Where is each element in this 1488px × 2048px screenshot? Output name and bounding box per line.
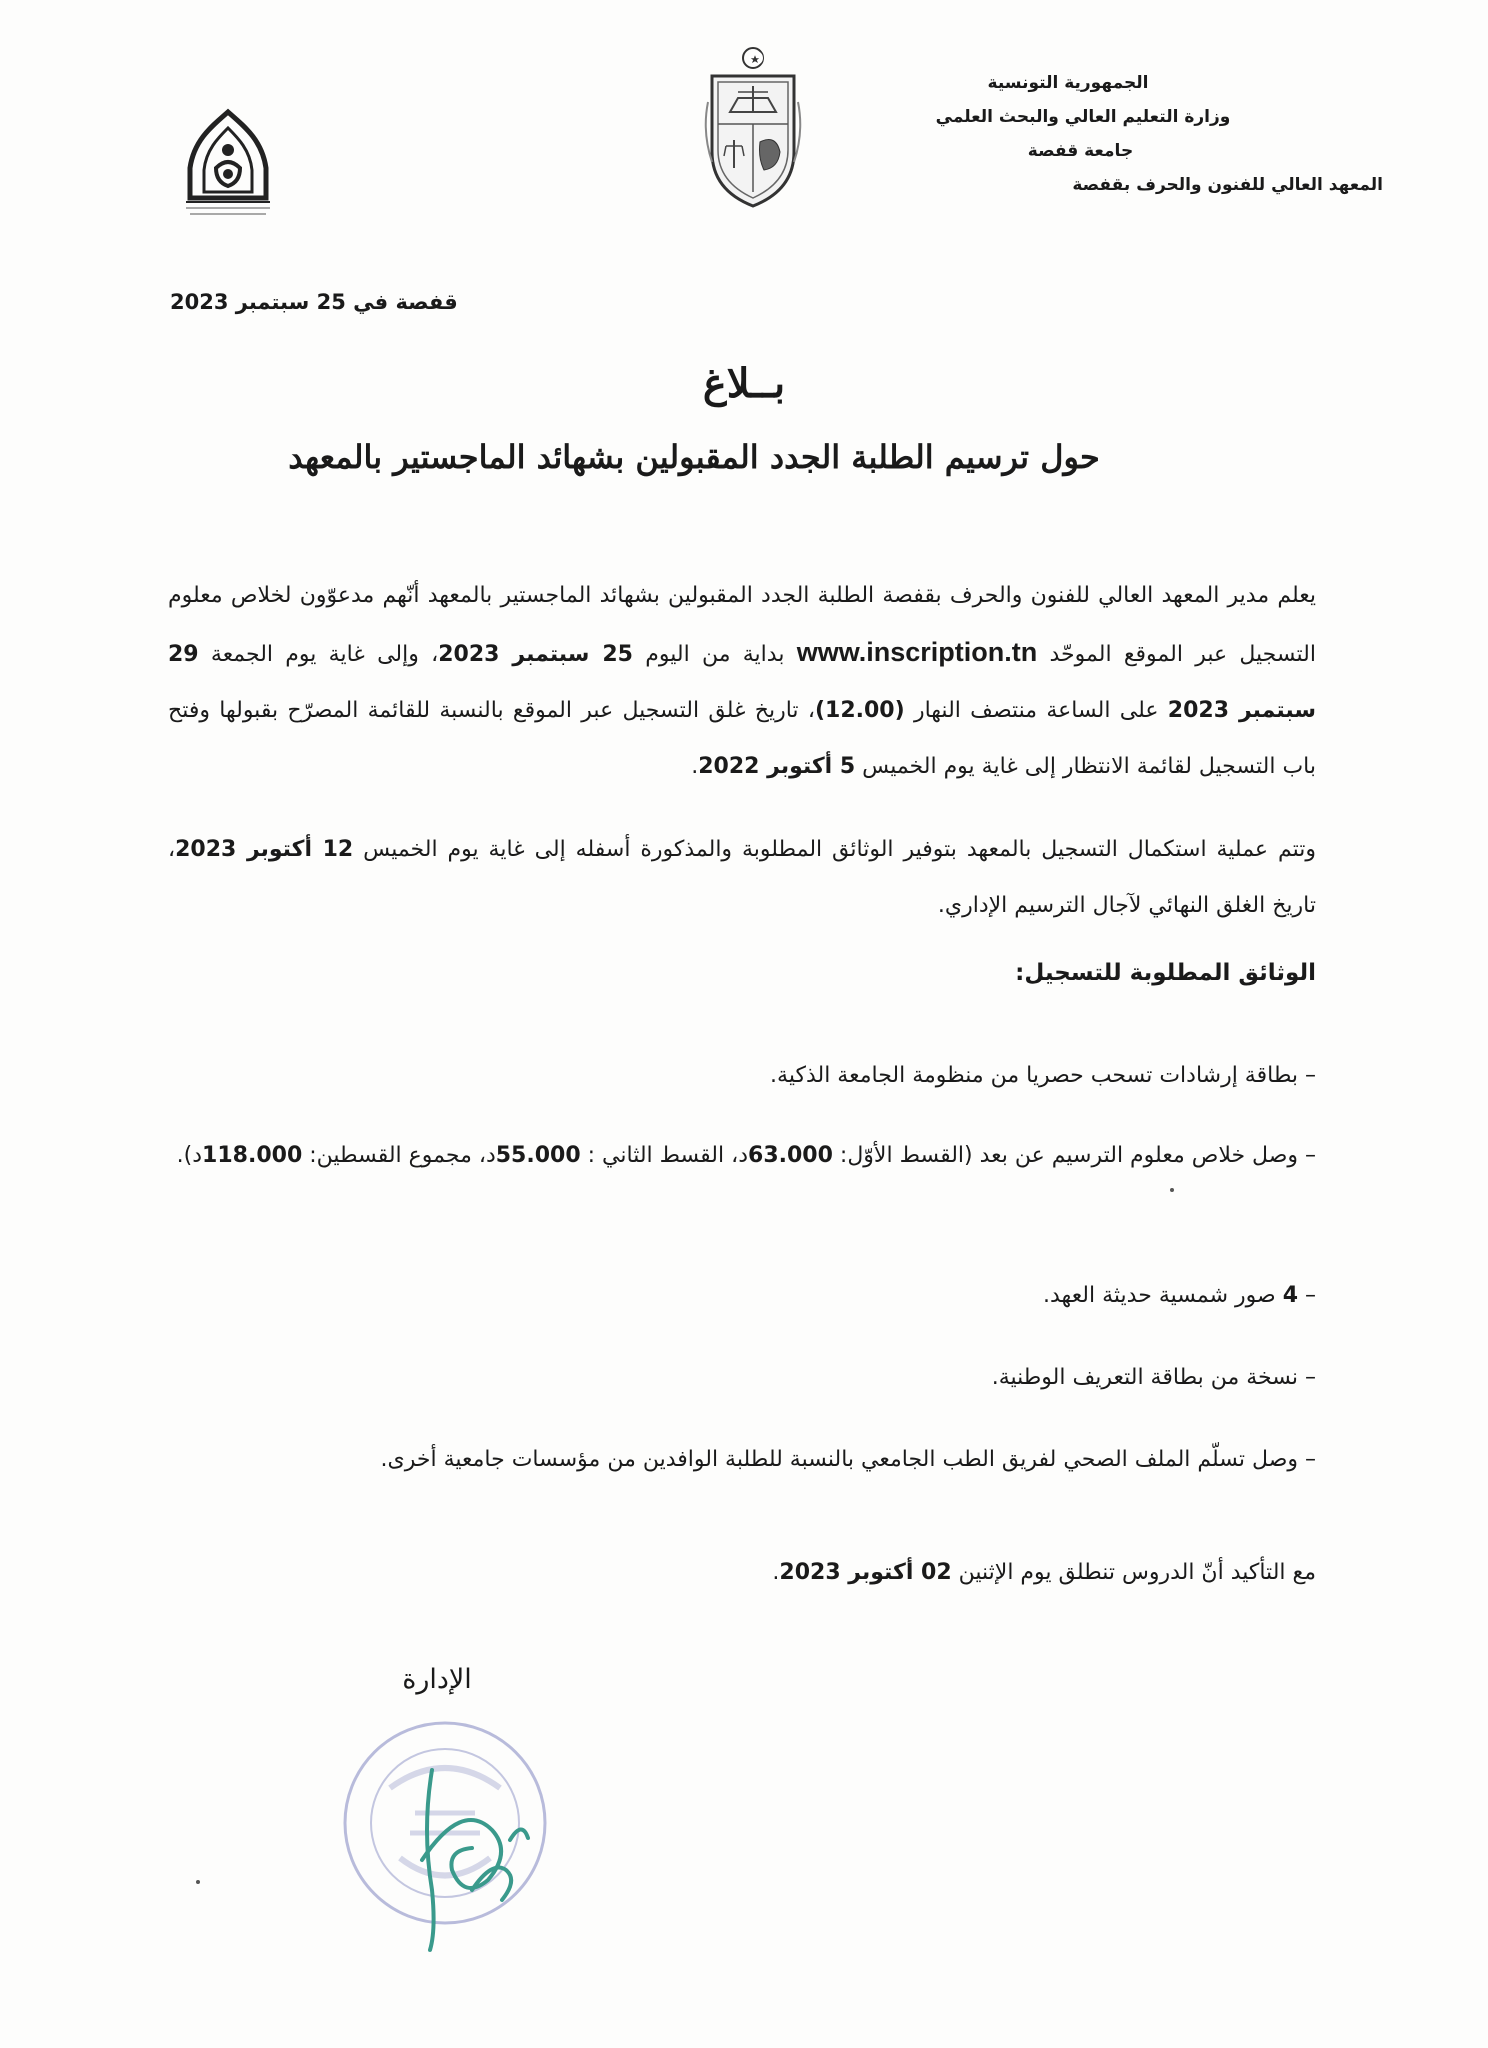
notice-subtitle: حول ترسيم الطلبة الجدد المقبولين بشهائد الماجستير بالمعهد <box>288 438 1100 476</box>
document-item-receipt: – وصل خلاص معلوم الترسيم عن بعد (القسط الأوّل: 63.000د، القسط الثاني : 55.000د، مجموع القسطين: 118.000د). <box>176 1143 1316 1168</box>
scan-speck <box>196 1880 200 1884</box>
document-item-medical: – وصل تسلّم الملف الصحي لفريق الطب الجامعي بالنسبة للطلبة الوافدين من مؤسسات جامعية أخرى. <box>380 1447 1316 1472</box>
republic-name: الجمهورية التونسية <box>987 73 1149 93</box>
first-installment: 63.000 <box>748 1143 833 1168</box>
institute-name: المعهد العالي للفنون والحرف بقفصة <box>1072 175 1383 195</box>
total-installments: 118.000 <box>202 1143 303 1168</box>
closing-note: مع التأكيد أنّ الدروس تنطلق يوم الإثنين 02 أكتوبر 2023. <box>772 1560 1316 1585</box>
paragraph-registration: يعلم مدير المعهد العالي للفنون والحرف بقفصة الطلبة الجدد المقبولين بشهائد الماجستير بالمعهد أنّهم مدعوّون لخلاص معلوم التسجيل عبر الموقع الموحّد www.inscription.tn بداية من اليوم 25 سبتمبر 2023، وإلى غاية يوم الجمعة 29 سبتمبر 2023 على الساعة منتصف النهار (12.00)، تاريخ غلق التسجيل عبر الموقع بالنسبة للقائمة المصرّح بقبولها وفتح باب التسجيل لقائمة الانتظار إلى غاية يوم الخميس 5 أكتوبر 2022. <box>168 583 1316 779</box>
signatory-label: الإدارة <box>402 1664 472 1695</box>
document-item-id-copy: – نسخة من بطاقة التعريف الوطنية. <box>991 1365 1316 1390</box>
notice-title: بــلاغ <box>702 360 786 407</box>
document-item-photos: – 4 صور شمسية حديثة العهد. <box>1043 1283 1316 1308</box>
start-date: 25 سبتمبر 2023 <box>438 642 633 667</box>
institute-logo <box>172 106 284 226</box>
paragraph-completion: وتتم عملية استكمال التسجيل بالمعهد بتوفير الوثائق المطلوبة والمذكورة أسفله إلى غاية يوم الخميس 12 أكتوبر 2023، تاريخ الغلق النهائي لآجال الترسيم الإداري. <box>168 837 1316 918</box>
documents-heading: الوثائق المطلوبة للتسجيل: <box>1015 960 1316 986</box>
scan-speck <box>1170 1188 1174 1192</box>
handwritten-signature <box>402 1740 542 1960</box>
institution-header <box>843 66 1383 202</box>
document-item-card: – بطاقة إرشادات تسحب حصريا من منظومة الجامعة الذكية. <box>770 1063 1316 1088</box>
classes-start-date: 02 أكتوبر 2023 <box>779 1560 952 1585</box>
place-date: قفصة في 25 سبتمبر 2023 <box>170 290 458 314</box>
deadline-time: (12.00) <box>814 698 905 723</box>
university-name: جامعة قفصة <box>1027 141 1134 161</box>
ministry-name: وزارة التعليم العالي والبحث العلمي <box>935 107 1231 127</box>
waitlist-date: 5 أكتوبر 2022 <box>698 754 856 779</box>
tunisia-coat-of-arms <box>698 42 808 212</box>
final-date: 12 أكتوبر 2023 <box>175 837 354 862</box>
end-date: 29 سبتمبر 2023 <box>168 642 1316 723</box>
registration-url: www.inscription.tn <box>796 637 1038 667</box>
second-installment: 55.000 <box>495 1143 581 1168</box>
photo-count: 4 <box>1282 1283 1298 1308</box>
